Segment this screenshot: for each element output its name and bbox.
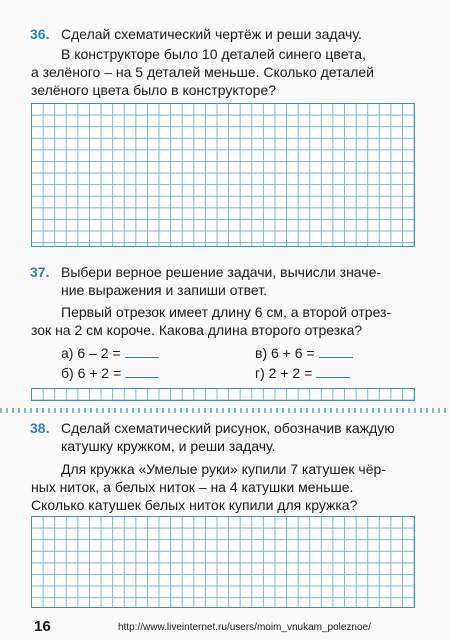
section-divider [0,408,450,413]
task-37-number: 37. [30,264,50,280]
task-38-number: 38. [30,420,50,436]
task-38-intro-2: катушку кружком, и реши задачу. [61,438,276,454]
task-37-answer-strip[interactable] [31,388,415,401]
task-38-line-1: Для кружка «Умелые руки» купили 7 катушек чёр- [61,461,386,477]
task-36-answer-grid[interactable] [31,103,415,247]
task-37-intro-2: ние выражения и запиши ответ. [61,282,267,298]
choice-b[interactable]: б) 6 + 2 = [61,365,159,381]
answer-blank[interactable] [316,367,350,378]
task-38-line-2: ных ниток, а белых ниток – на 4 катушки меньше. [31,479,354,495]
task-37-line-1: Первый отрезок имеет длину 6 см, а второй отрез- [61,304,392,320]
task-36-intro: Сделай схематический чертёж и реши задачу. [61,26,362,42]
answer-blank[interactable] [319,347,353,358]
source-url[interactable]: http://www.liveinternet.ru/users/moim_vnukam_poleznoe/ [118,622,371,633]
choice-v[interactable]: в) 6 + 6 = [255,345,353,361]
task-38-intro-1: Сделай схематический рисунок, обозначив каждую [61,420,395,436]
task-36-line-3: зелёного цвета было в конструкторе? [31,82,277,98]
answer-blank[interactable] [125,367,159,378]
task-36-number: 36. [30,26,50,42]
answer-blank[interactable] [125,347,159,358]
task-37-line-2: зок на 2 см короче. Какова длина второго отрезка? [31,322,363,338]
task-36-line-2: а зелёного – на 5 деталей меньше. Сколько деталей [31,64,374,80]
task-38-answer-grid[interactable] [31,516,415,608]
page-number: 16 [34,618,51,635]
task-38-line-3: Сколько катушек белых ниток купили для кружка? [31,497,358,513]
choice-g[interactable]: г) 2 + 2 = [255,365,350,381]
task-37-intro-1: Выбери верное решение задачи, вычисли значе- [61,264,382,280]
task-36-line-1: В конструкторе было 10 деталей синего цвета, [61,46,366,62]
choice-a[interactable]: а) 6 – 2 = [61,345,159,361]
